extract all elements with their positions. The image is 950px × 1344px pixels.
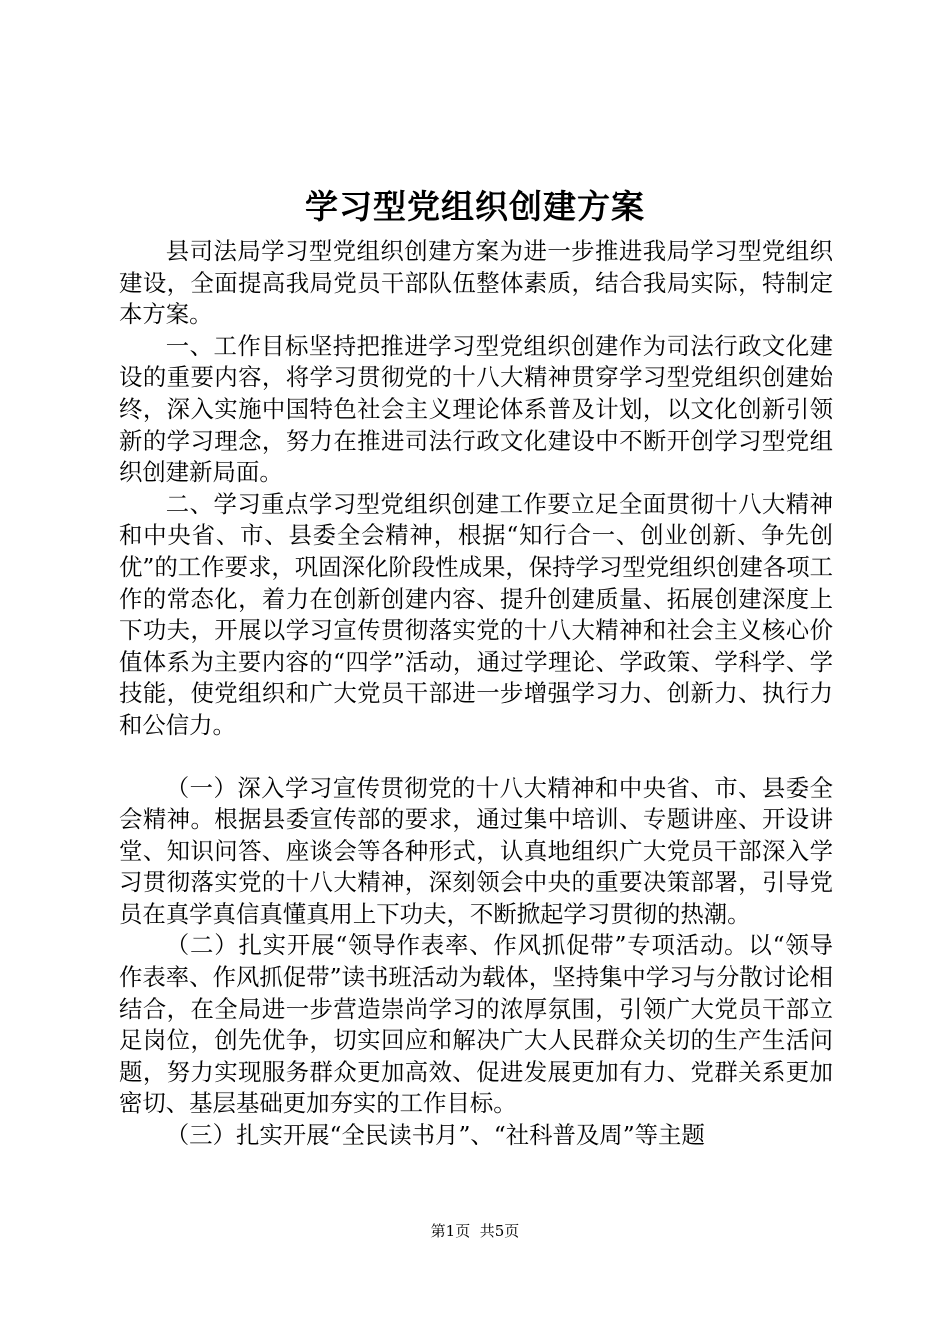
paragraph-item-1: （一）深入学习宣传贯彻党的十八大精神和中央省、市、县委全会精神。根据县委宣传部的要求，通过集中培训、专题讲座、开设讲堂、知识问答、座谈会等各种形式，认真地组织广大党员干部深入学习贯彻落实党的十八大精神，深刻领会中央的重要决策部署，引导党员在真学真信真懂真用上下功夫，不断掀起学习贯彻的热潮。 — [119, 773, 833, 928]
page-number: 第1页 — [430, 1222, 471, 1240]
paragraph-work-goal: 一、工作目标坚持把推进学习型党组织创建作为司法行政文化建设的重要内容，将学习贯彻党的十八大精神贯穿学习型党组织创建始终，深入实施中国特色社会主义理论体系普及计划，以文化创新引领新的学习理念，努力在推进司法行政文化建设中不断开创学习型党组织创建新局面。 — [119, 331, 833, 487]
paragraph-item-2: （二）扎实开展“领导作表率、作风抓促带”专项活动。以“领导作表率、作风抓促带”读书班活动为载体，坚持集中学习与分散讨论相结合，在全局进一步营造崇尚学习的浓厚氛围，引领广大党员干部立足岗位，创先优争，切实回应和解决广大人民群众关切的生产生活问题，努力实现服务群众更加高效、促进发展更加有力、党群关系更加密切、基层基础更加夯实的工作目标。 — [119, 931, 833, 1118]
document-body — [119, 236, 833, 1152]
paragraph-item-3: （三）扎实开展“全民读书月”、“社科普及周”等主题 — [165, 1121, 705, 1150]
document-title: 学习型党组织创建方案 — [305, 187, 645, 226]
paragraph-study-focus: 二、学习重点学习型党组织创建工作要立足全面贯彻十八大精神和中央省、市、县委全会精神，根据“知行合一、创业创新、争先创优”的工作要求，巩固深化阶段性成果，保持学习型党组织创建各项工作的常态化，着力在创新创建内容、提升创建质量、拓展创建深度上下功夫，开展以学习宣传贯彻落实党的十八大精神和社会主义核心价值体系为主要内容的“四学”活动，通过学理论、学政策、学科学、学技能，使党组织和广大党员干部进一步增强学习力、创新力、执行力和公信力。 — [119, 489, 833, 739]
page-total: 共5页 — [479, 1222, 520, 1240]
page-footer — [0, 1221, 950, 1241]
paragraph-intro: 县司法局学习型党组织创建方案为进一步推进我局学习型党组织建设，全面提高我局党员干部队伍整体素质，结合我局实际，特制定本方案。 — [119, 237, 833, 329]
